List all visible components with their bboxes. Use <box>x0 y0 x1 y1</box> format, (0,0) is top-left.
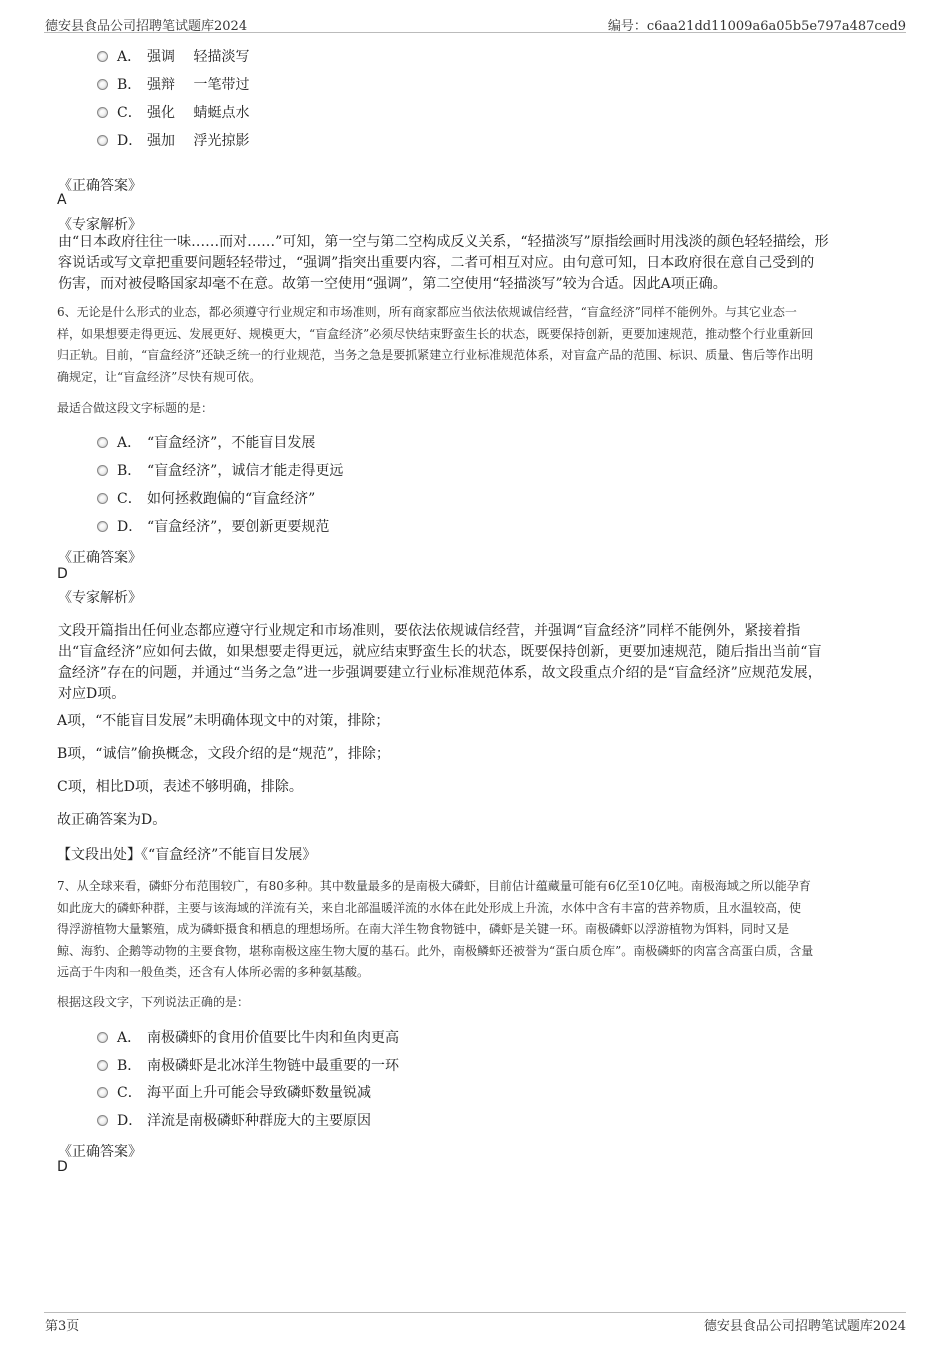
q7-prompt: 根据这段文字，下列说法正确的是： <box>57 995 250 1009</box>
radio-icon[interactable] <box>97 1087 108 1098</box>
q5-answer: A <box>57 192 67 208</box>
q6-prompt: 最适合做这段文字标题的是： <box>57 401 214 415</box>
q7-option-c[interactable]: C． 海平面上升可能会导致磷虾数量锐减 <box>97 1081 371 1103</box>
q7-question-text: 7、从全球来看，磷虾分布范围较广，有80多种。其中数量最多的是南极大磷虾，目前估计蕴藏量可能有6亿至10亿吨。南极海域之所以能孕育 如此庞大的磷虾种群，主要与该海域的洋流有关，来自北部温暖洋流的水体在此处形成上升流，水体中含有丰富的营养物质，且水温较高，使 得浮游植物大量繁殖，成为磷虾摄食和栖息的理想场所。在南大洋生物食物链中，磷虾是关键一环。南极磷虾以浮游植物为饵料，同时又是 鲸、海豹、企鹅等动物的主要食物，堪称南极这座生物大厦的基石。此外，南极鳞虾还被誉为“蛋白质仓库”。南极磷虾的肉富含高蛋白质，含量 远高于牛肉和一般鱼类，还含有人体所必需的多种氨基酸。 <box>57 879 814 979</box>
q5-option-b[interactable]: B． 强辩 一笔带过 <box>97 73 249 95</box>
q6-option-c[interactable]: C． 如何拯救跑偏的“盲盒经济” <box>97 487 315 509</box>
radio-icon[interactable] <box>97 521 108 532</box>
page-number: 第3页 <box>45 1319 80 1334</box>
q7-option-d[interactable]: D． 洋流是南极磷虾种群庞大的主要原因 <box>97 1109 371 1131</box>
q6-option-a[interactable]: A． “盲盒经济”，不能盲目发展 <box>97 431 315 453</box>
q6-answer-label: 《正确答案》 <box>58 550 142 566</box>
q5-analysis-label: 《专家解析》 <box>58 217 142 233</box>
document-code: 编号：c6aa21dd11009a6a05b5e797a487ced9 <box>607 19 906 34</box>
q6-conclusion: 故正确答案为D。 <box>57 812 167 828</box>
q5-option-c[interactable]: C． 强化 蜻蜓点水 <box>97 101 249 123</box>
radio-icon[interactable] <box>97 79 108 90</box>
header-divider <box>44 32 906 33</box>
q7-option-a[interactable]: A． 南极磷虾的食用价值要比牛肉和鱼肉更高 <box>97 1026 399 1048</box>
q7-option-b[interactable]: B． 南极磷虾是北冰洋生物链中最重要的一环 <box>97 1054 399 1076</box>
q5-option-d[interactable]: D． 强加 浮光掠影 <box>97 129 249 151</box>
footer-divider <box>44 1312 906 1313</box>
radio-icon[interactable] <box>97 493 108 504</box>
q7-answer: D <box>57 1159 68 1175</box>
q6-question-text: 6、无论是什么形式的业态，都必须遵守行业规定和市场准则，所有商家都应当依法依规诚信经营，“盲盒经济”同样不能例外。与其它业态一 样，如果想要走得更远、发展更好、规模更大，“盲盒经济”必须尽快结束野蛮生长的状态，既要保持创新，更要加速规范，推动整个行业重新回 归正轨。目前，“盲盒经济”还缺乏统一的行业规范，当务之急是要抓紧建立行业标准规范体系，对盲盒产品的范围、标识、质量、售后等作出明 确规定，让“盲盒经济”尽快有规可依。 <box>57 305 814 384</box>
q7-answer-label: 《正确答案》 <box>58 1144 142 1160</box>
q6-analysis: 文段开篇指出任何业态都应遵守行业规定和市场准则，要依法依规诚信经营，并强调“盲盒经济”同样不能例外，紧接着指 出“盲盒经济”应如何去做，如果想要走得更远，就应结束野蛮生长的状态，既要保持创新，更要加速规范，随后指出当前“盲 盒经济”存在的问题，并通过“当务之急”进一步强调要建立行业标准规范体系，故文段重点介绍的是“盲盒经济”应规范发展， 对应D项。 <box>58 623 822 702</box>
q6-analysis-label: 《专家解析》 <box>58 590 142 606</box>
q6-answer: D <box>57 566 68 582</box>
radio-icon[interactable] <box>97 1060 108 1071</box>
q6-option-b[interactable]: B． “盲盒经济”，诚信才能走得更远 <box>97 459 343 481</box>
radio-icon[interactable] <box>97 437 108 448</box>
radio-icon[interactable] <box>97 135 108 146</box>
radio-icon[interactable] <box>97 465 108 476</box>
header-title: 德安县食品公司招聘笔试题库2024 <box>45 19 248 34</box>
radio-icon[interactable] <box>97 107 108 118</box>
q5-analysis: 由“日本政府往往一味……而对……”可知，第一空与第二空构成反义关系，“轻描淡写”原指绘画时用浅淡的颜色轻轻描绘，形 容说话或写文章把重要问题轻轻带过，“强调”指突出重要内容，二者可相互对应。由句意可知，日本政府很在意自己受到的 伤害，而对被侵略国家却毫不在意。故第一空使用“强调”，第二空使用“轻描淡写”较为合适。因此A项正确。 <box>58 234 829 292</box>
radio-icon[interactable] <box>97 1115 108 1126</box>
q6-note-a: A项，“不能盲目发展”未明确体现文中的对策，排除； <box>57 713 390 729</box>
q6-note-b: B项，“诚信”偷换概念，文段介绍的是“规范”，排除； <box>57 746 390 762</box>
q6-note-c: C项，相比D项，表述不够明确，排除。 <box>57 779 303 795</box>
radio-icon[interactable] <box>97 1032 108 1043</box>
footer-title: 德安县食品公司招聘笔试题库2024 <box>703 1319 906 1334</box>
q5-answer-label: 《正确答案》 <box>58 178 142 194</box>
q5-option-a[interactable]: A． 强调 轻描淡写 <box>97 45 249 67</box>
q6-option-d[interactable]: D． “盲盒经济”，要创新更要规范 <box>97 515 329 537</box>
radio-icon[interactable] <box>97 51 108 62</box>
q6-source: 【文段出处】《“盲盒经济”不能盲目发展》 <box>57 847 317 863</box>
